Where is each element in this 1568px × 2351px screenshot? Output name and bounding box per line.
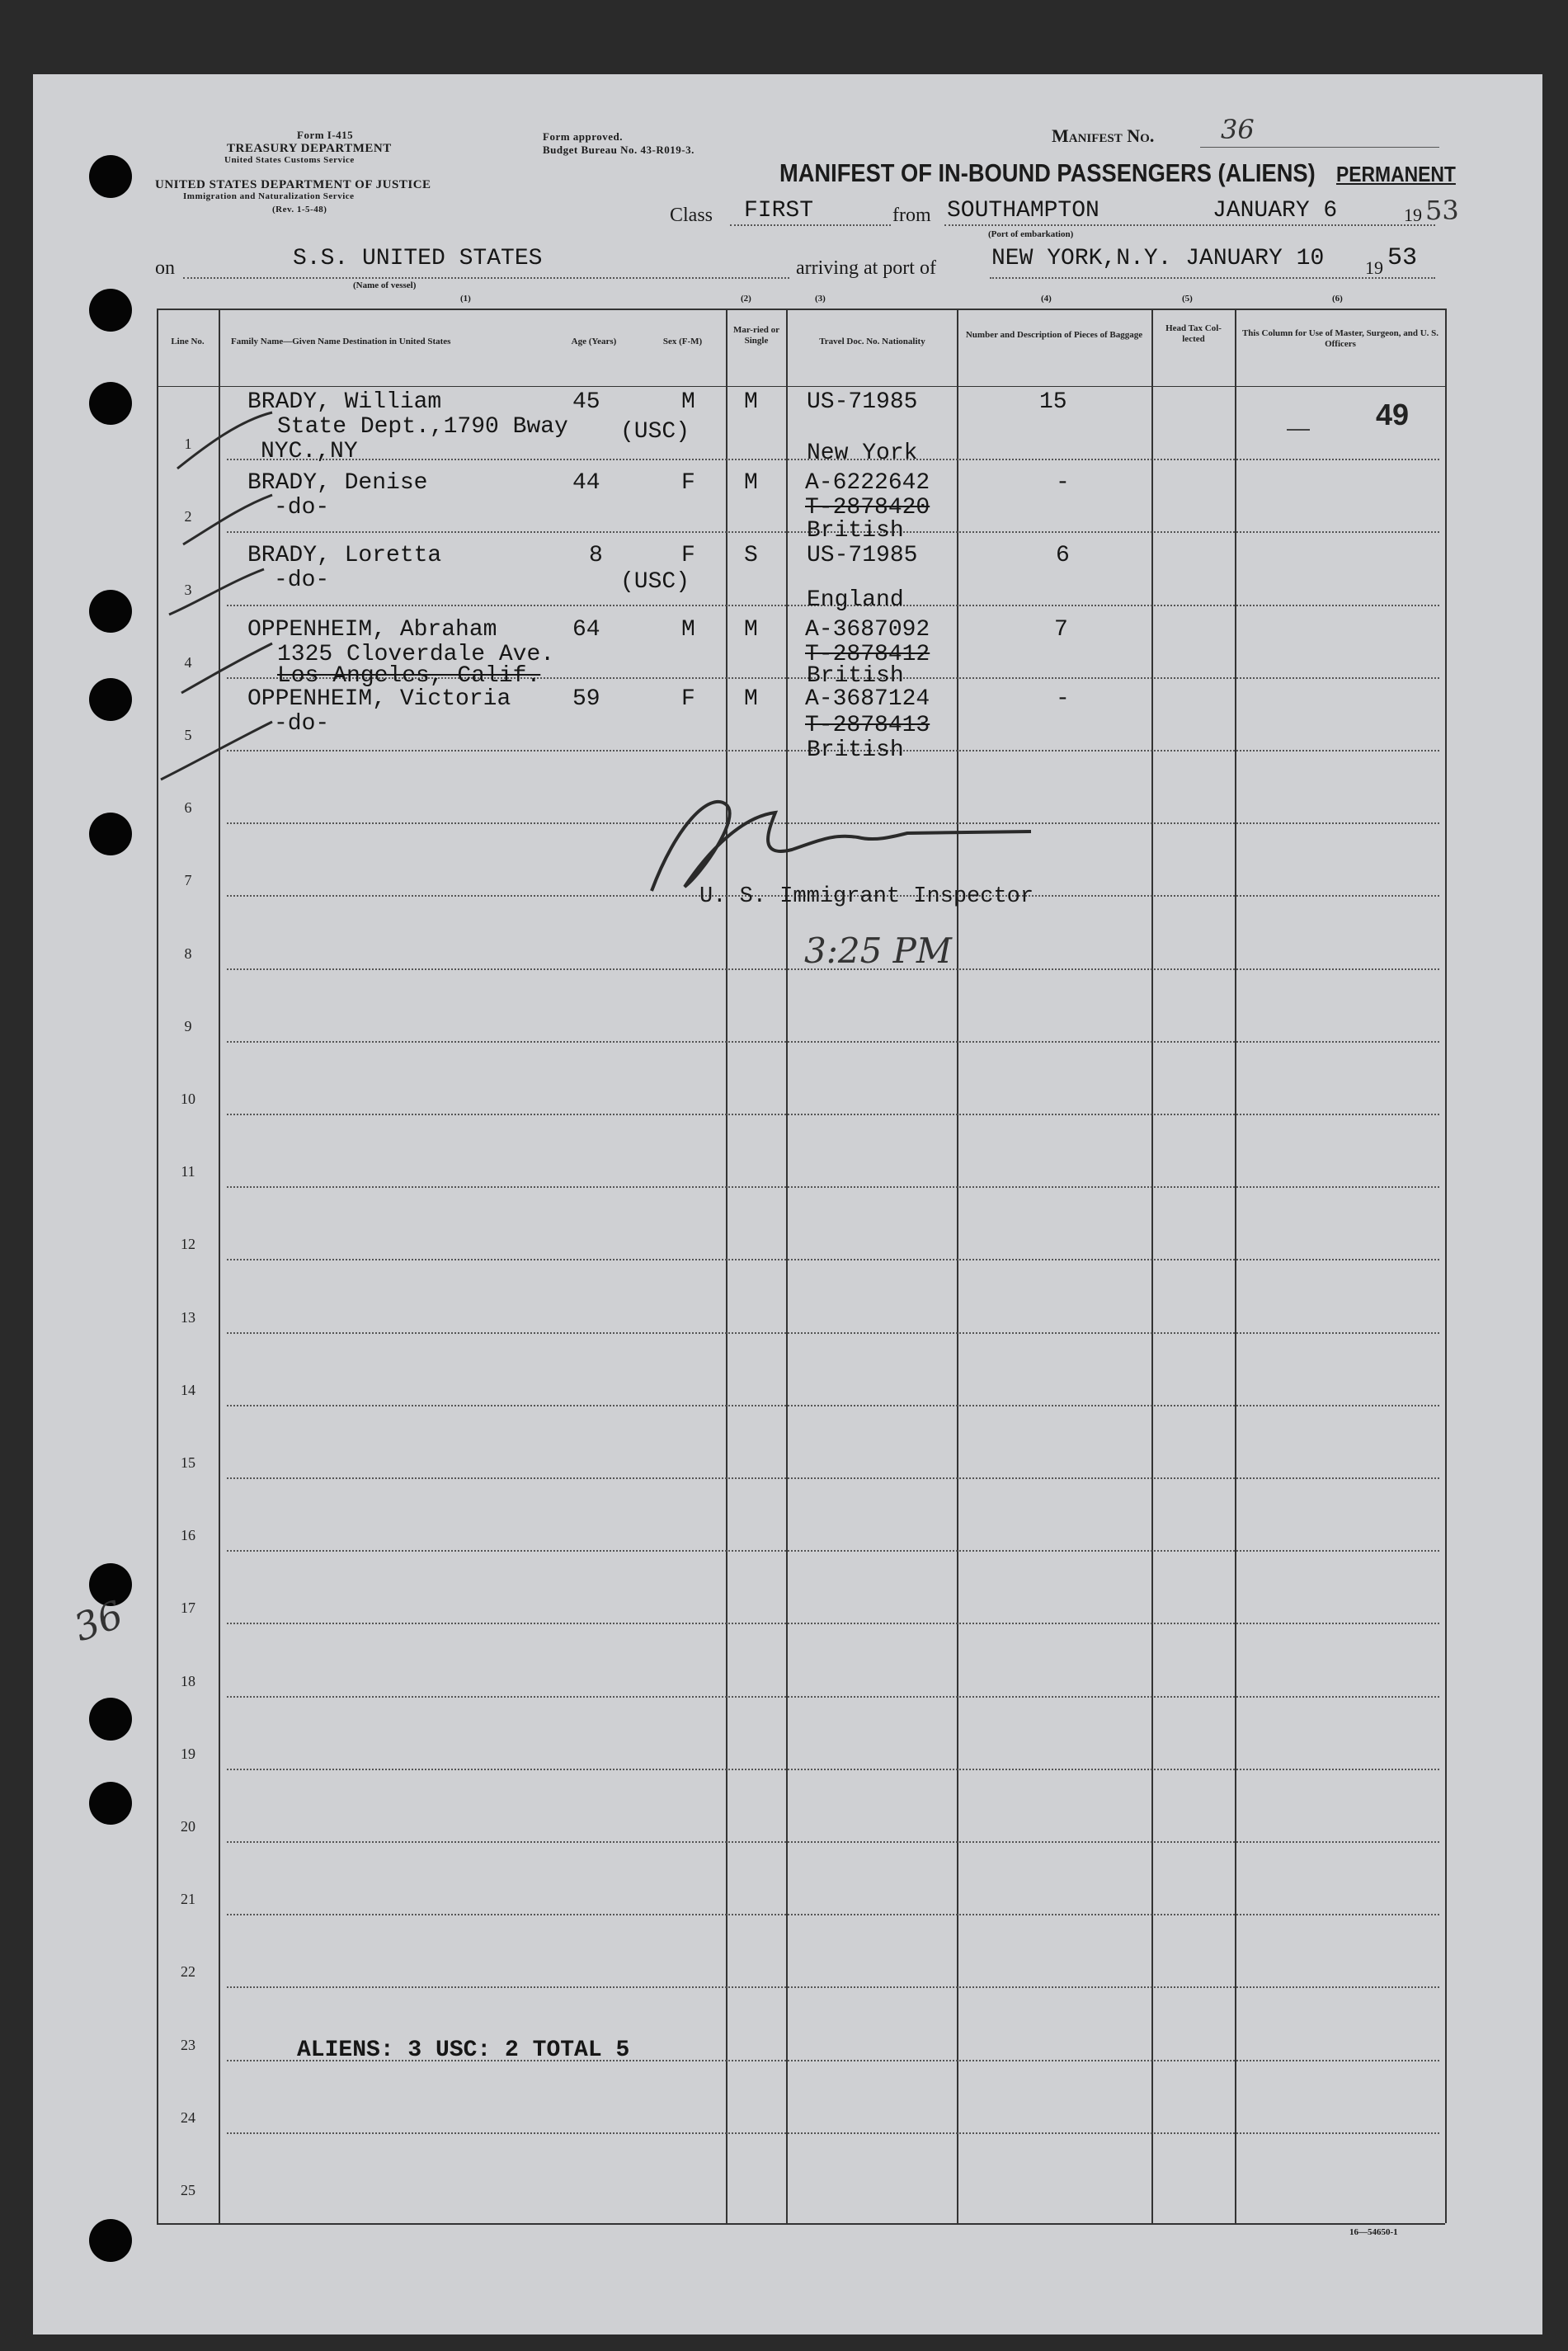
- column-number-3: (3): [815, 294, 826, 304]
- passenger-1-nationality: New York: [807, 441, 918, 466]
- punch-hole: [89, 289, 132, 332]
- class-label: Class: [670, 205, 713, 226]
- passenger-1-dest1: State Dept.,1790 Bway: [277, 414, 568, 440]
- budget-bureau: Budget Bureau No. 43-R019-3.: [543, 144, 695, 156]
- passenger-5-name: OPPENHEIM, Victoria: [247, 686, 511, 712]
- line-number: 18: [181, 1673, 195, 1689]
- line-number: 21: [181, 1891, 195, 1907]
- row-rule: [227, 1114, 1439, 1115]
- arrival-port-date: NEW YORK,N.Y. JANUARY 10: [991, 246, 1325, 271]
- row-rule: [227, 1332, 1439, 1334]
- passenger-4-nationality: British: [807, 663, 904, 689]
- line-number: 11: [181, 1163, 195, 1180]
- punch-hole: [89, 1782, 132, 1825]
- line-number: 13: [181, 1309, 195, 1326]
- passenger-1-dest2: NYC.,NY: [261, 439, 358, 464]
- column-number-4: (4): [1041, 294, 1052, 304]
- line-number: 5: [184, 727, 192, 743]
- passenger-4-doc: A-3687092: [805, 617, 930, 643]
- passenger-1-sex: M: [681, 389, 695, 415]
- margin-note: 36: [68, 1591, 129, 1651]
- row-rule: [227, 822, 1439, 824]
- passenger-3-doc: US-71985: [807, 543, 918, 568]
- passenger-2-married: M: [744, 470, 758, 496]
- table-left-rule: [157, 309, 158, 2223]
- passenger-4-name: OPPENHEIM, Abraham: [247, 617, 497, 643]
- passenger-5-dest1: -do-: [274, 711, 330, 737]
- header-travel-doc: Travel Doc. No. Nationality: [819, 337, 925, 346]
- vessel-rule: [183, 277, 789, 279]
- header-baggage: Number and Description of Pieces of Baggage: [965, 330, 1143, 340]
- passenger-3-dest1: -do-: [274, 568, 330, 593]
- passenger-1-age: 45: [572, 389, 600, 415]
- column-number-5: (5): [1182, 294, 1193, 304]
- passenger-4-age: 64: [572, 617, 600, 643]
- vessel-name: S.S. UNITED STATES: [293, 246, 543, 271]
- passenger-5-doc: A-3687124: [805, 686, 930, 712]
- arrival-rule: [990, 277, 1435, 279]
- manifest-no-rule: [1200, 147, 1439, 148]
- passenger-5-sex: F: [681, 686, 695, 712]
- punch-hole: [89, 155, 132, 198]
- header-head-tax: Head Tax Col-lected: [1165, 323, 1222, 344]
- passenger-5-age: 59: [572, 686, 600, 712]
- from-label: from: [892, 205, 931, 226]
- passenger-2-baggage: -: [1056, 470, 1070, 496]
- table-col-rule: [786, 309, 788, 2223]
- line-number: 4: [184, 654, 192, 671]
- on-label: on: [155, 257, 175, 279]
- header-age: Age (Years): [571, 337, 617, 346]
- punch-hole: [89, 678, 132, 721]
- passenger-2-nationality: British: [807, 518, 904, 544]
- passenger-4-married: M: [744, 617, 758, 643]
- passenger-3-nationality: England: [807, 587, 904, 613]
- passenger-3-name: BRADY, Loretta: [247, 543, 442, 568]
- passenger-4-doc2: T-2878412: [805, 642, 930, 667]
- row-rule: [227, 1769, 1439, 1770]
- row-rule: [227, 1259, 1439, 1260]
- line-number: 8: [184, 945, 192, 962]
- passenger-2-age: 44: [572, 470, 600, 496]
- column-number-1: (1): [460, 294, 471, 304]
- line-number: 7: [184, 872, 192, 888]
- punch-hole: [89, 382, 132, 425]
- manifest-label: Manifest No.: [1052, 125, 1155, 146]
- passenger-5-nationality: British: [807, 737, 904, 763]
- passenger-3-sex: F: [681, 543, 695, 568]
- embark-date: JANUARY 6: [1212, 198, 1338, 224]
- header-line-no: Line No.: [171, 337, 205, 346]
- class-rule: [730, 224, 891, 226]
- justice-label: UNITED STATES DEPARTMENT OF JUSTICE: [155, 178, 431, 191]
- line-number: 14: [181, 1382, 195, 1398]
- line-number: 20: [181, 1818, 195, 1835]
- row-rule: [227, 1041, 1439, 1043]
- class-value: FIRST: [744, 198, 814, 224]
- from-rule: [944, 224, 1435, 226]
- customs-label: United States Customs Service: [224, 155, 355, 165]
- table-bottom-rule: [157, 2223, 1445, 2225]
- immigration-label: Immigration and Naturalization Service: [183, 191, 355, 201]
- passenger-4-dest1: 1325 Cloverdale Ave.: [277, 642, 555, 667]
- passenger-1-sex-note: (USC): [620, 419, 690, 445]
- passenger-2-doc2: T-2878420: [805, 495, 930, 521]
- port-embarkation: SOUTHAMPTON: [947, 198, 1099, 224]
- vessel-caption: (Name of vessel): [353, 280, 417, 290]
- manifest-title: MANIFEST OF IN-BOUND PASSENGERS (ALIENS): [779, 158, 1316, 187]
- line-number: 16: [181, 1527, 195, 1543]
- treasury-label: TREASURY DEPARTMENT: [227, 142, 392, 155]
- table-header-rule: [157, 386, 1445, 387]
- passenger-5-baggage: -: [1056, 686, 1070, 712]
- line-number: 17: [181, 1600, 195, 1616]
- passenger-4-sex: M: [681, 617, 695, 643]
- line-number: 3: [184, 582, 192, 598]
- row-rule: [227, 1550, 1439, 1552]
- header-officers: This Column for Use of Master, Surgeon, and U. S. Officers: [1241, 328, 1439, 349]
- officer-count: 49: [1376, 398, 1410, 431]
- punch-hole: [89, 813, 132, 855]
- column-number-2: (2): [741, 294, 751, 304]
- form-approved: Form approved.: [543, 130, 624, 143]
- passenger-3-married: S: [744, 543, 758, 568]
- row-rule: [227, 2132, 1439, 2134]
- passenger-1-doc: US-71985: [807, 389, 918, 415]
- embark-year: 53: [1425, 195, 1459, 226]
- revision-label: (Rev. 1-5-48): [272, 205, 327, 214]
- inspector-label: U. S. Immigrant Inspector: [699, 884, 1034, 909]
- passenger-2-doc: A-6222642: [805, 470, 930, 496]
- passenger-1-baggage: 15: [1039, 389, 1067, 415]
- embark-year-prefix: 19: [1404, 205, 1422, 225]
- table-right-rule: [1445, 309, 1447, 2223]
- arrival-year: 53: [1387, 244, 1418, 272]
- punch-hole: [89, 590, 132, 633]
- line-number: 2: [184, 508, 192, 525]
- passenger-2-name: BRADY, Denise: [247, 470, 428, 496]
- header-sex: Sex (F-M): [662, 337, 703, 346]
- port-embark-caption: (Port of embarkation): [988, 229, 1074, 239]
- line-number: 25: [181, 2182, 195, 2198]
- line-number: 24: [181, 2109, 195, 2126]
- passenger-2-sex: F: [681, 470, 695, 496]
- line-number: 22: [181, 1963, 195, 1980]
- table-col-rule: [726, 309, 727, 2223]
- arriving-label: arriving at port of: [796, 257, 936, 279]
- row-rule: [227, 1186, 1439, 1188]
- officer-dash: [1287, 429, 1310, 431]
- manifest-number: 36: [1221, 114, 1255, 145]
- line-number: 15: [181, 1454, 195, 1471]
- column-number-6: (6): [1332, 294, 1343, 304]
- passenger-4-baggage: 7: [1054, 617, 1068, 643]
- arrival-year-prefix: 19: [1365, 257, 1383, 278]
- line-number: 9: [184, 1018, 192, 1034]
- line-number: 19: [181, 1746, 195, 1762]
- punch-hole: [89, 2219, 132, 2262]
- passenger-1-name: BRADY, William: [247, 389, 442, 415]
- form-code: 16—54650-1: [1349, 2227, 1398, 2237]
- row-rule: [227, 1696, 1439, 1698]
- passenger-5-married: M: [744, 686, 758, 712]
- totals-line: ALIENS: 3 USC: 2 TOTAL 5: [297, 2038, 630, 2063]
- table-col-rule: [1235, 309, 1236, 2223]
- passenger-3-sex-note: (USC): [620, 569, 690, 595]
- row-rule: [227, 1986, 1439, 1988]
- line-number: 23: [181, 2037, 195, 2053]
- passenger-5-doc2: T-2878413: [805, 713, 930, 738]
- passenger-2-dest1: -do-: [274, 495, 330, 521]
- line-number: 12: [181, 1236, 195, 1252]
- passenger-3-baggage: 6: [1056, 543, 1070, 568]
- passenger-3-age: 8: [589, 543, 603, 568]
- row-rule: [227, 1477, 1439, 1479]
- passenger-1-married: M: [744, 389, 758, 415]
- punch-hole: [89, 1698, 132, 1741]
- table-col-rule: [957, 309, 958, 2223]
- form-number: Form I-415: [297, 129, 354, 141]
- table-top-rule: [157, 309, 1445, 310]
- header-married: Mar-ried or Single: [732, 325, 780, 346]
- table-col-rule: [1151, 309, 1153, 2223]
- line-number: 6: [184, 799, 192, 816]
- table-col-rule: [219, 309, 220, 2223]
- manifest-title-suffix: PERMANENT: [1336, 162, 1456, 186]
- header-name: Family Name—Given Name Destination in United States: [231, 337, 451, 346]
- passenger-4-dest2: Los Angeles, Calif.: [277, 663, 541, 689]
- row-rule: [227, 1914, 1439, 1915]
- row-rule: [227, 1405, 1439, 1406]
- line-number: 10: [181, 1091, 195, 1107]
- line-number: 1: [184, 436, 192, 452]
- time-note: 3:25 PM: [804, 931, 952, 971]
- row-rule: [227, 1841, 1439, 1843]
- row-rule: [227, 1623, 1439, 1624]
